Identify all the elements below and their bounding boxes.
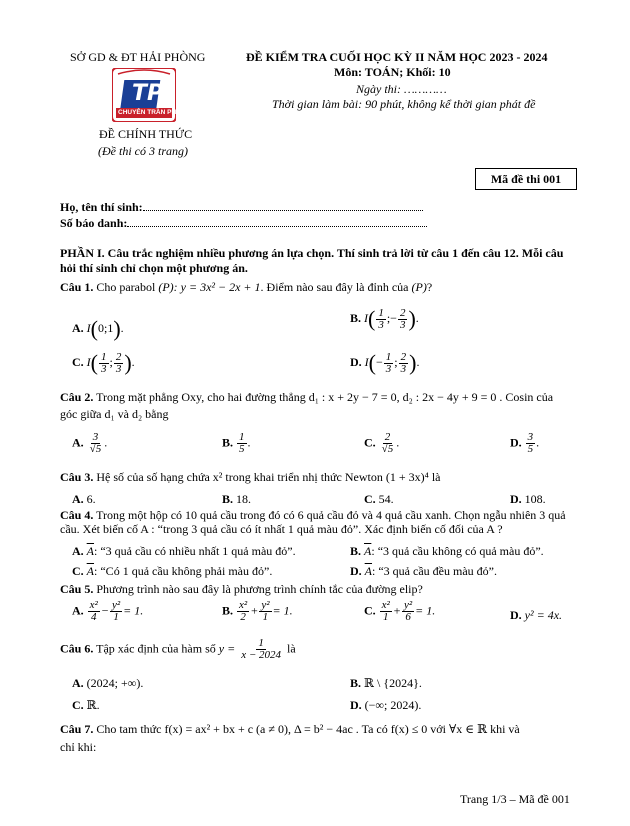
q1-d-letter: D. bbox=[350, 354, 362, 369]
q5-option-d: D. y² = 4x. bbox=[510, 608, 563, 622]
q1-label: Câu 1. bbox=[60, 280, 94, 294]
q4-option-d: D. $\overline{A}$: “3 quả cầu đều màu đỏ”. bbox=[350, 564, 497, 578]
id-field-line bbox=[127, 226, 427, 227]
exam-title: ĐỀ KIỂM TRA CUỐI HỌC KỲ II NĂM HỌC 2023 - 2024 bbox=[246, 50, 548, 64]
q3-b-text: 18. bbox=[236, 492, 252, 506]
q4-option-b: B. $\overline{A}$: “3 quả cầu không có quả màu đỏ”. bbox=[350, 544, 544, 558]
q6-text2: là bbox=[287, 641, 296, 656]
q3-d-text: 108. bbox=[524, 492, 546, 506]
q6-a-text: (2024; +∞). bbox=[86, 676, 144, 690]
q1-a-letter: A. bbox=[72, 320, 84, 335]
logo-text: TP bbox=[132, 81, 164, 106]
q3-c-letter: C. bbox=[364, 492, 376, 506]
exam-code-box: Mã đề thi 001 bbox=[475, 168, 577, 190]
question-3 bbox=[60, 470, 440, 485]
q3-d-letter: D. bbox=[510, 492, 522, 506]
q6-c-text: ℝ. bbox=[86, 698, 100, 712]
q6-option-d bbox=[350, 698, 421, 713]
q1-option-c: C. I( $\frac{1}{3}$ ; $\frac{2}{3}$ ). bbox=[72, 350, 135, 375]
page-footer: Trang 1/3 – Mã đề 001 bbox=[460, 792, 570, 806]
q3-b-letter: B. bbox=[222, 492, 234, 506]
q2-option-b: B. $\frac{1}{5}$ . bbox=[222, 431, 251, 455]
question-6: Câu 6. Tập xác định của hàm số y = $\frac{1}{x - 2024}$ là bbox=[60, 637, 296, 661]
q6-d-text: (−∞; 2024). bbox=[364, 698, 422, 712]
question-7 bbox=[60, 722, 520, 737]
q5-b-letter: B. bbox=[222, 603, 234, 618]
q3-option-a bbox=[72, 492, 96, 507]
q1-option-a: A. I(0;1). bbox=[72, 316, 124, 341]
q7-text: Cho tam thức f(x) = ax² + bx + c (a ≠ 0), Δ = b² − 4ac . Ta có f(x) ≤ 0 với ∀x ∈ ℝ khi và bbox=[96, 722, 520, 736]
q5-a-letter: A. bbox=[72, 603, 84, 618]
q3-text: Hệ số của số hạng chứa x² trong khai triển nhị thức Newton (1 + 3x)⁴ là bbox=[96, 470, 441, 484]
q7-label: Câu 7. bbox=[60, 722, 94, 736]
exam-date: Ngày thi: ………… bbox=[356, 82, 447, 96]
q5-d-letter: D. bbox=[510, 608, 522, 622]
q5-text: Phương trình nào sau đây là phương trình chính tắc của đường elip? bbox=[96, 582, 423, 596]
question-2 bbox=[60, 390, 553, 405]
q2-text-line2: góc giữa d₁ và d₂ bằng bbox=[60, 407, 169, 421]
student-name-label bbox=[60, 200, 423, 215]
q2-option-d: D. $\frac{3}{5}$ . bbox=[510, 431, 540, 455]
q4-c-text: “Có 1 quả cầu không phải màu đỏ”. bbox=[100, 564, 273, 578]
id-label-text: Số báo danh: bbox=[60, 216, 128, 230]
q3-option-d bbox=[510, 492, 546, 507]
part1-title: PHẦN I. Câu trắc nghiệm nhiều phương án lựa chọn. Thí sinh trả lời từ câu 1 đến câu 12. Mỗi câu hỏi thí sinh chỉ chọn một phương án. bbox=[60, 246, 564, 275]
q4-option-a: A. $\overline{A}$: “3 quả cầu có nhiều nhất 1 quả màu đỏ”. bbox=[72, 544, 296, 558]
q4-a-text: “3 quả cầu có nhiều nhất 1 quả màu đỏ”. bbox=[100, 544, 296, 558]
q4-label: Câu 4. bbox=[60, 508, 94, 522]
q5-c-letter: C. bbox=[364, 603, 376, 618]
q3-option-c bbox=[364, 492, 394, 507]
q1-text-b: . Điểm nào sau đây là đỉnh của bbox=[260, 280, 409, 294]
q5-label: Câu 5. bbox=[60, 582, 94, 596]
q3-a-letter: A. bbox=[72, 492, 84, 506]
q3-a-text: 6. bbox=[86, 492, 96, 506]
q6-c-letter: C. bbox=[72, 698, 84, 712]
question-1: Câu 1. Cho parabol (P): y = 3x² − 2x + 1. Điểm nào sau đây là đỉnh của (P)? bbox=[60, 280, 433, 294]
q7-text-line2: chỉ khi: bbox=[60, 740, 97, 754]
q6-option-a bbox=[72, 676, 143, 691]
q2-text: Trong mặt phẳng Oxy, cho hai đường thẳng d₁ : x + 2y − 7 = 0, d₂ : 2x − 4y + 9 = 0 . Cosin của bbox=[96, 390, 554, 404]
q6-text: Tập xác định của hàm số bbox=[96, 641, 216, 656]
page-count: (Đề thi có 3 trang) bbox=[98, 144, 188, 158]
q2-label: Câu 2. bbox=[60, 390, 94, 404]
q4-b-text: “3 quả cầu không có quả màu đỏ”. bbox=[377, 544, 544, 558]
q6-b-text: ℝ \ {2024}. bbox=[364, 676, 422, 690]
q2-b-letter: B. bbox=[222, 435, 234, 450]
q4-option-c: C. $\overline{A}$: “Có 1 quả cầu không phải màu đỏ”. bbox=[72, 564, 273, 578]
q1-b-letter: B. bbox=[350, 310, 362, 325]
q5-option-c: C. $\frac{\text{x²}}{1}$ + $\frac{\text{y²}}{6}$ = 1. bbox=[364, 599, 436, 623]
q3-label: Câu 3. bbox=[60, 470, 94, 484]
q6-a-letter: A. bbox=[72, 676, 84, 690]
q6-b-letter: B. bbox=[350, 676, 362, 690]
q2-option-c: C. $\frac{2}{√5}$ . bbox=[364, 431, 400, 455]
q2-a-letter: A. bbox=[72, 435, 84, 450]
name-field-line bbox=[143, 210, 423, 211]
q4-b-letter: B. bbox=[350, 544, 362, 558]
department-name: SỞ GD & ĐT HẢI PHÒNG bbox=[70, 50, 206, 64]
question-4 bbox=[60, 508, 582, 536]
exam-time: Thời gian làm bài: 90 phút, không kể thời gian phát đề bbox=[272, 97, 536, 111]
q1-option-b: B. I( $\frac{1}{3}$ ;− $\frac{2}{3}$ ). bbox=[350, 306, 419, 331]
student-id-label bbox=[60, 216, 427, 231]
q3-option-b bbox=[222, 492, 251, 507]
q6-option-c bbox=[72, 698, 100, 713]
q2-d-letter: D. bbox=[510, 435, 522, 450]
q6-label: Câu 6. bbox=[60, 641, 94, 656]
school-logo bbox=[112, 68, 181, 122]
q1-text-c: ? bbox=[426, 280, 433, 294]
q4-a-letter: A. bbox=[72, 544, 84, 558]
q2-c-letter: C. bbox=[364, 435, 376, 450]
q3-c-text: 54. bbox=[378, 492, 394, 506]
q1-c-letter: C. bbox=[72, 354, 84, 369]
official-label: ĐỀ CHÍNH THỨC bbox=[99, 127, 193, 141]
q4-text: Trong một hộp có 10 quả cầu trong đó có 6 quả cầu đỏ và 4 quả cầu xanh. Chọn ngẫu nhiên 3 quả cầu. Xét biến cố A : “trong 3 quả cầu có ít nhất 1 quả màu đỏ”. Xác định biến cố đối của A ? bbox=[60, 508, 566, 536]
q4-d-letter: D. bbox=[350, 564, 362, 578]
q6-option-b bbox=[350, 676, 422, 691]
subject: Môn: TOÁN; Khối: 10 bbox=[334, 65, 451, 79]
q5-option-a: A. $\frac{\text{x²}}{4}$ − $\frac{\text{y²}}{1}$ = 1. bbox=[72, 599, 144, 623]
question-5 bbox=[60, 582, 423, 597]
q4-d-text: “3 quả cầu đều màu đỏ”. bbox=[378, 564, 497, 578]
logo-caption: CHUYÊN TRẦN PHÚ bbox=[118, 109, 181, 116]
name-label-text: Họ, tên thí sinh: bbox=[60, 200, 143, 214]
q6-d-letter: D. bbox=[350, 698, 362, 712]
q4-c-letter: C. bbox=[72, 564, 84, 578]
q2-option-a: A. $\frac{3}{√5}$ . bbox=[72, 431, 108, 455]
q1-text-a: Cho parabol bbox=[96, 280, 156, 294]
q1-option-d: D. I(− $\frac{1}{3}$ ; $\frac{2}{3}$ ). bbox=[350, 350, 420, 375]
q5-option-b: B. $\frac{\text{x²}}{2}$ + $\frac{\text{y²}}{1}$ = 1. bbox=[222, 599, 293, 623]
